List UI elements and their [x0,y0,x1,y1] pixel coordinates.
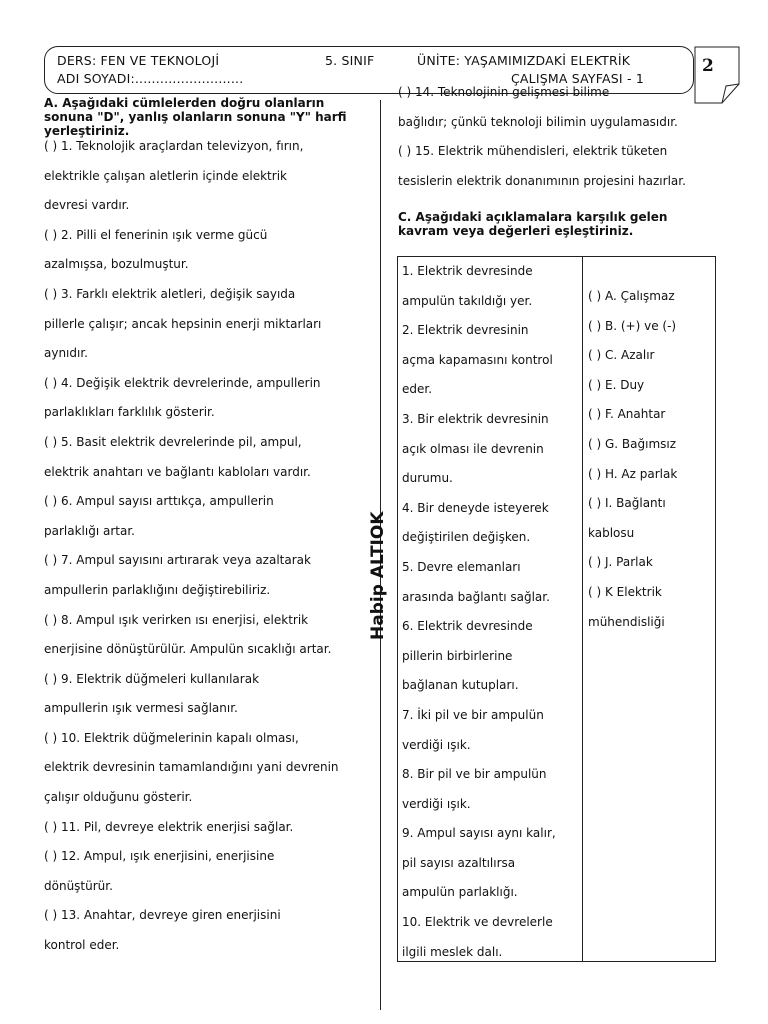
description-line: 7. İki pil ve bir ampulün [402,707,544,722]
section-c-heading [398,210,728,238]
statement-line: aynıdır. [44,346,88,361]
statement-line: parlaklığı artar. [44,523,135,538]
statement-line: ( ) 6. Ampul sayısı arttıkça, ampullerin [44,494,274,509]
answer-line: ( ) E. Duy [588,377,645,392]
statement-item [44,546,366,605]
statement-line: ampullerin ışık vermesi sağlanır. [44,701,238,716]
statement-line: ( ) 14. Teknolojinin gelişmesi bilime [398,85,610,99]
description-line: 10. Elektrik ve devrelerle [402,915,553,930]
grade-label: 5. SINIF [325,53,375,68]
description-line: 6. Elektrik devresinde [402,619,533,634]
statement-item [44,369,366,428]
description-line: pil sayısı azaltılırsa [402,855,516,870]
statement-line: azalmışsa, bozulmuştur. [44,257,189,272]
statement-item [44,606,366,665]
statement-item [44,665,366,724]
name-field-label: ADI SOYADI:.......................... [57,71,244,86]
answer-line: ( ) G. Bağımsız [588,436,677,451]
heading-line: C. Aşağıdaki açıklamalara karşılık gelen [398,210,668,225]
unit-label: ÜNİTE: YAŞAMIMIZDAKİ ELEKTRİK [417,53,631,68]
statement-line: parlaklıkları farklılık gösterir. [44,405,215,420]
description-line: açma kapamasını kontrol [402,352,553,367]
statement-line: ( ) 5. Basit elektrik devrelerinde pil, ampul, [44,434,302,449]
heading-line: yerleştiriniz. [44,124,130,138]
answer-line: mühendisliği [588,614,665,629]
statement-line: ( ) 13. Anahtar, devreye giren enerjisini [44,908,281,923]
matching-table [397,256,716,962]
description-line: durumu. [402,471,453,486]
description-line: ampulün parlaklığı. [402,885,518,900]
statement-line: ( ) 1. Teknolojik araçlardan televizyon, fırın, [44,139,304,153]
description-line: 4. Bir deneyde isteyerek [402,500,549,515]
description-line: eder. [402,382,433,397]
description-line: verdiği ışık. [402,796,471,811]
description-line: 9. Ampul sayısı aynı kalır, [402,826,556,841]
description-line: 2. Elektrik devresinin [402,323,529,338]
answer-line: ( ) F. Anahtar [588,407,666,422]
description-line: 5. Devre elemanları [402,559,521,574]
answer-line: ( ) H. Az parlak [588,466,678,481]
statement-line: elektrikle çalışan aletlerin içinde elektrik [44,168,287,183]
answer-line: ( ) J. Parlak [588,555,653,570]
heading-line: A. Aşağıdaki cümlelerden doğru olanların [44,96,325,110]
statement-item [44,724,366,813]
section-a [44,96,366,961]
description-line: ampulün takıldığı yer. [402,293,533,308]
statement-line: elektrik anahtarı ve bağlantı kabloları vardır. [44,464,311,479]
statement-line: ( ) 12. Ampul, ışık enerjisini, enerjisine [44,849,275,864]
statement-line: kontrol eder. [44,938,120,953]
description-line: bağlanan kutupları. [402,678,519,693]
answer-line: ( ) C. Azalır [588,348,655,363]
description-line: arasında bağlantı sağlar. [402,589,550,604]
answer-line: ( ) B. (+) ve (-) [588,318,677,333]
description-line: 8. Bir pil ve bir ampulün [402,767,547,782]
statement-line: ( ) 4. Değişik elektrik devrelerinde, ampullerin [44,375,321,390]
description-line: ilgili meslek dalı. [402,944,503,959]
answer-line: ( ) A. Çalışmaz [588,289,675,303]
statement-line: ( ) 3. Farklı elektrik aletleri, değişik sayıda [44,286,296,301]
statement-line: çalışır olduğunu gösterir. [44,790,193,805]
statement-line: dönüştürür. [44,878,113,893]
heading-line: sonuna "D", yanlış olanların sonuna "Y" harfi [44,110,347,124]
statement-line: bağlıdır; çünkü teknoloji bilimin uygulamasıdır. [398,114,678,129]
statement-item [44,487,366,546]
statement-line: ( ) 9. Elektrik düğmeleri kullanılarak [44,671,260,686]
statement-item [44,901,366,960]
statement-item [44,813,366,843]
statement-item [398,78,728,137]
statement-line: ( ) 2. Pilli el fenerinin ışık verme gücü [44,227,268,242]
statement-line: devresi vardır. [44,198,130,213]
statement-line: ( ) 11. Pil, devreye elektrik enerjisi sağlar. [44,819,294,834]
table-divider [582,257,583,961]
heading-line: kavram veya değerleri eşleştiriniz. [398,224,634,239]
statement-line: ( ) 8. Ampul ışık verirken ısı enerjisi, elektrik [44,612,309,627]
description-line: açık olması ile devrenin [402,441,544,456]
worksheet-label: ÇALIŞMA SAYFASI - 1 [511,71,644,86]
description-line: verdiği ışık. [402,737,471,752]
statement-item [44,842,366,901]
statement-line: enerjisine dönüştürülür. Ampulün sıcaklığı artar. [44,642,332,657]
answer-line: kablosu [588,525,635,540]
answers-column [588,282,714,637]
descriptions-column [402,257,580,967]
description-line: değiştirilen değişken. [402,530,531,545]
statement-item [44,132,366,221]
description-line: 1. Elektrik devresinde [402,264,533,278]
statement-item [44,280,366,369]
page-number: 2 [702,56,714,76]
statement-line: ampullerin parlaklığını değiştirebiliriz. [44,582,271,597]
answer-line: ( ) I. Bağlantı [588,496,666,511]
section-a-continued [398,78,728,240]
statement-line: ( ) 15. Elektrik mühendisleri, elektrik tüketen [398,144,668,159]
description-line: pillerin birbirlerine [402,648,513,663]
description-line: 3. Bir elektrik devresinin [402,411,549,426]
statement-item [44,428,366,487]
author-name: Habip ALTIOK [368,511,388,640]
statement-item [398,137,728,196]
statement-line: ( ) 7. Ampul sayısını artırarak veya azaltarak [44,553,311,568]
statement-line: ( ) 10. Elektrik düğmelerinin kapalı olması, [44,730,299,745]
statement-line: pillerle çalışır; ancak hepsinin enerji miktarları [44,316,322,331]
statement-line: tesislerin elektrik donanımının projesini hazırlar. [398,173,686,188]
answer-line: ( ) K Elektrik [588,584,662,599]
statement-line: elektrik devresinin tamamlandığını yani devrenin [44,760,339,775]
subject-label: DERS: FEN VE TEKNOLOJİ [57,53,220,68]
statement-item [44,221,366,280]
